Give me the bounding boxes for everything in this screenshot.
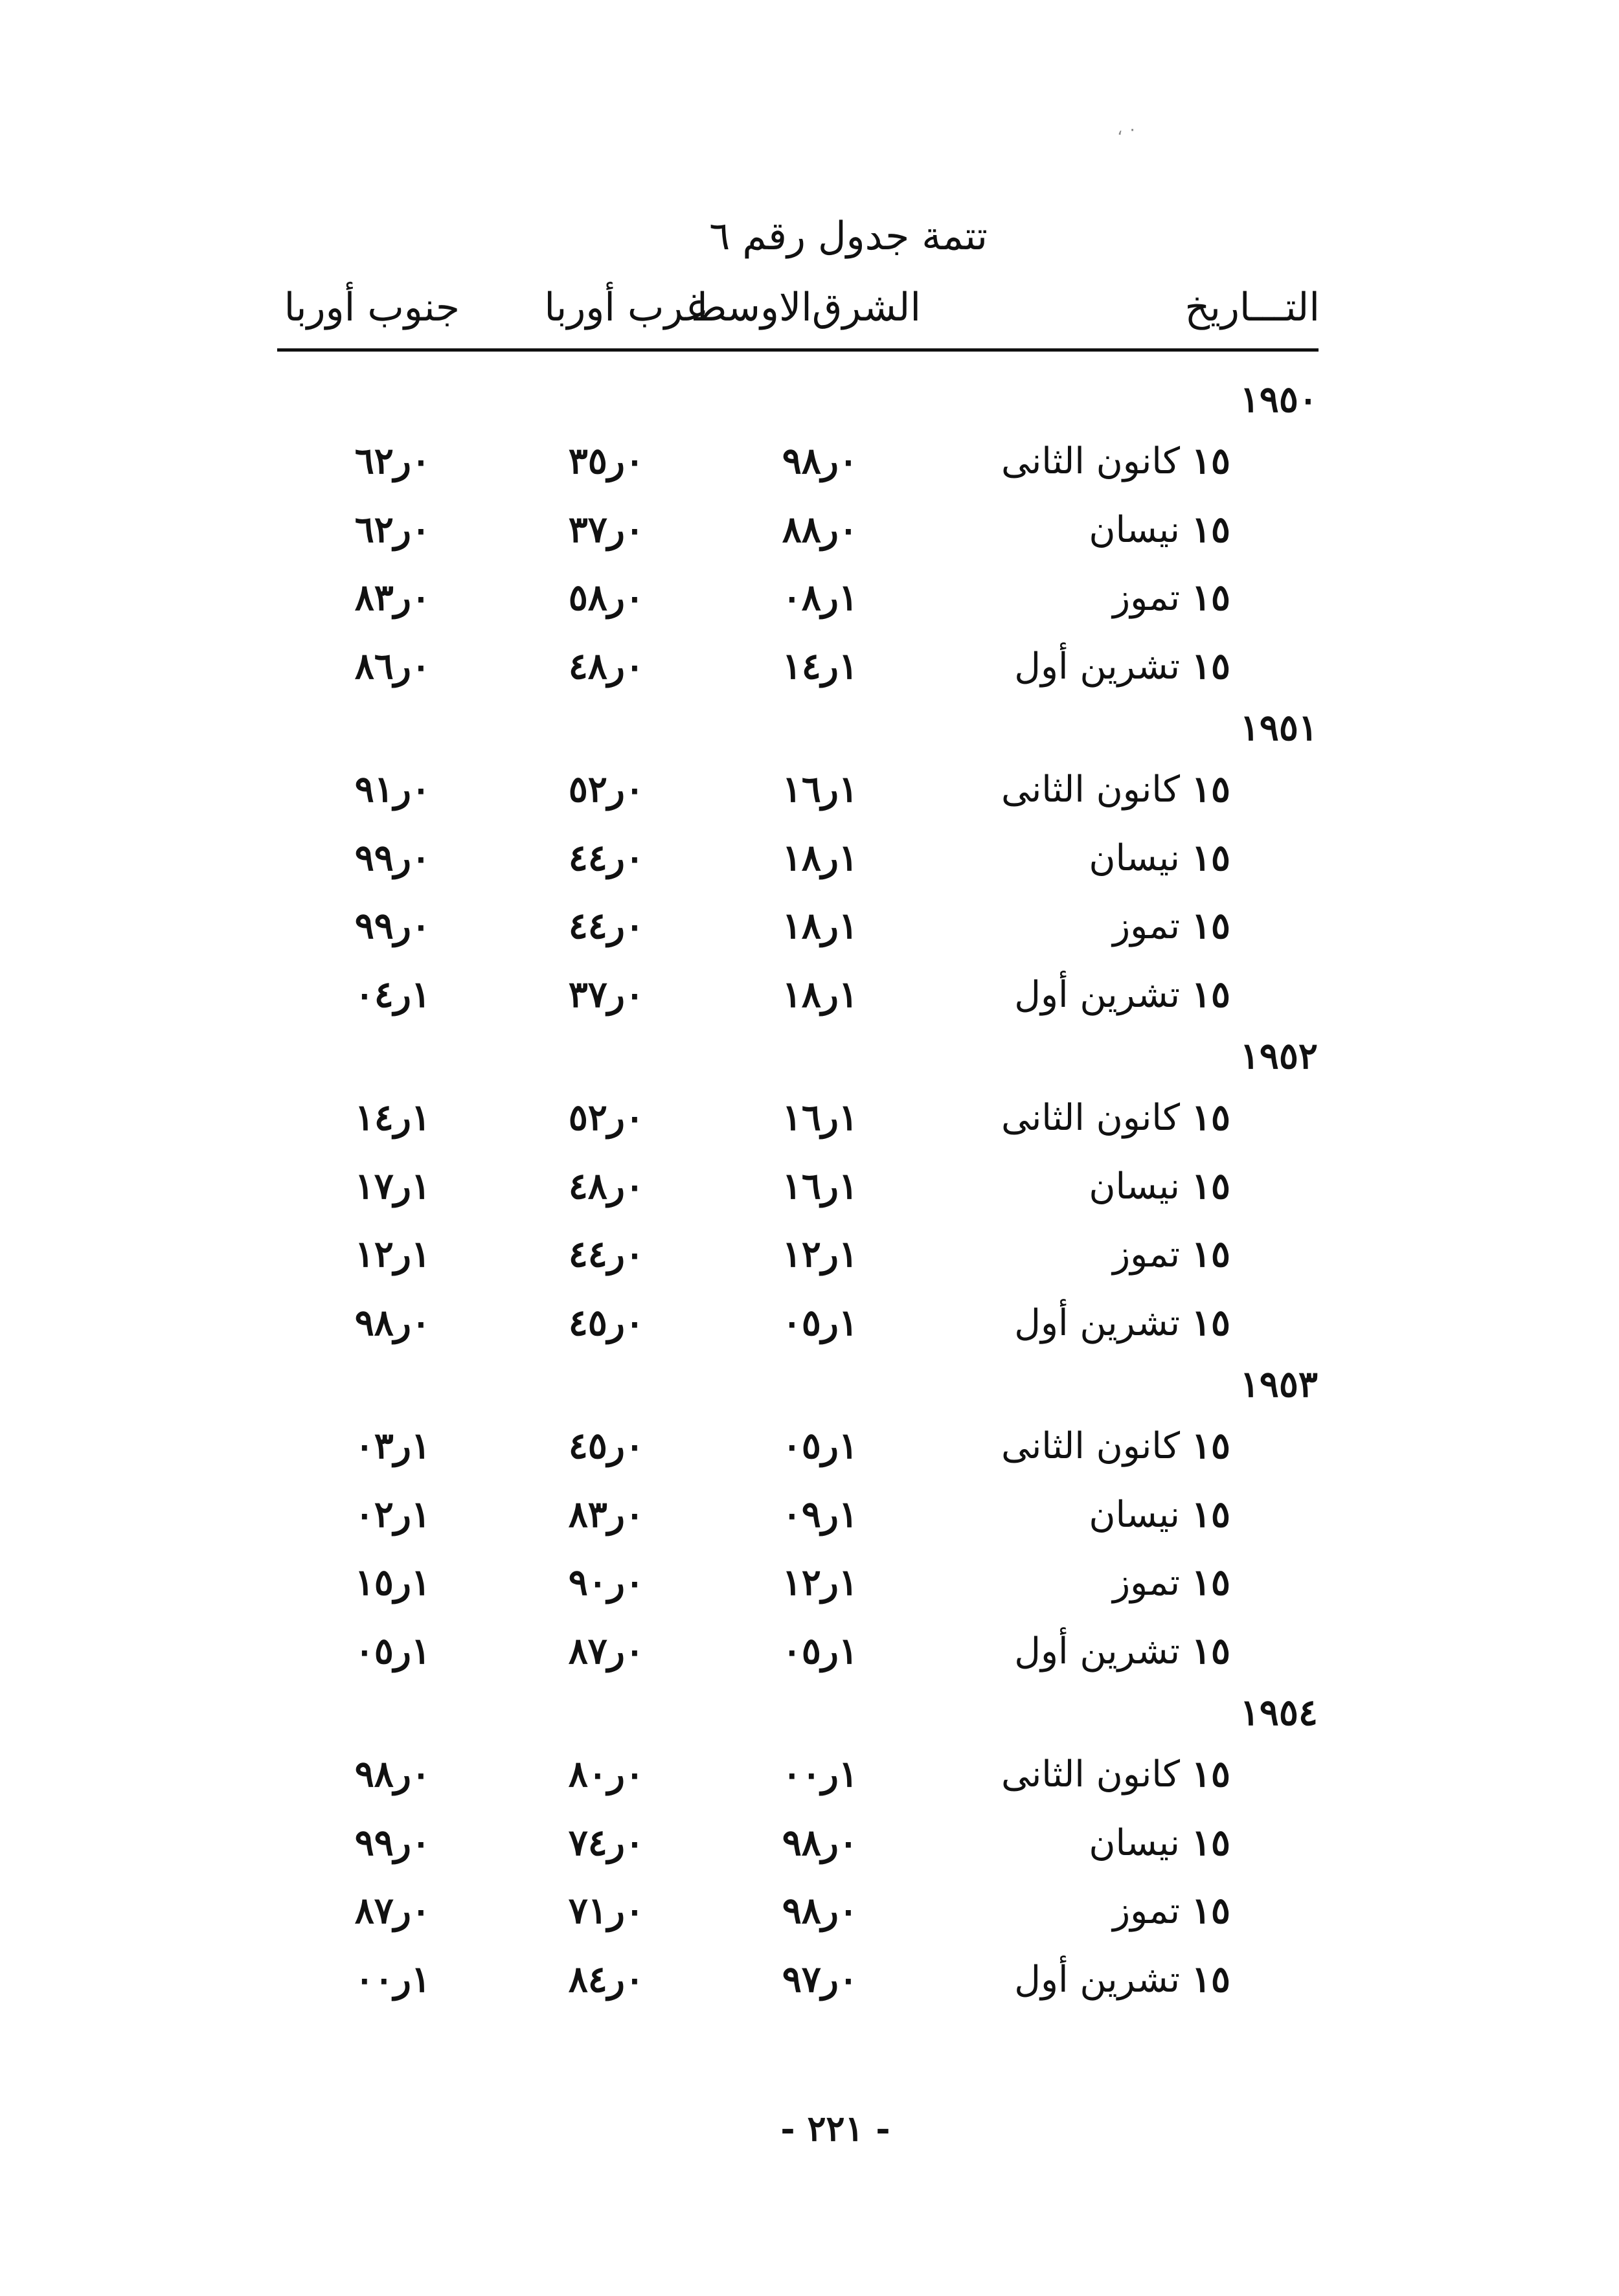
table-row	[0, 633, 1619, 701]
day-value: ١٥	[1191, 508, 1230, 551]
date-cell	[1089, 1481, 1230, 1549]
west-europe-value: ٠ر٤٥	[568, 1301, 644, 1344]
middle-east-value: ١ر١٨	[782, 905, 858, 947]
month-name: نيسان	[1089, 1165, 1181, 1208]
table-row	[0, 1221, 1619, 1289]
west-europe-value: ٠ر٧١	[568, 1889, 644, 1932]
year-label: ١٩٥٤	[1240, 1691, 1318, 1734]
south-europe-value: ٠ر٨٧	[354, 1889, 431, 1932]
west-europe-value: ٠ر٨٠	[568, 1753, 644, 1795]
month-name: تموز	[1113, 1233, 1181, 1276]
table-row	[0, 496, 1619, 565]
date-cell	[1014, 1946, 1230, 2014]
south-europe-value: ٠ر٦٢	[354, 440, 431, 482]
south-europe-value: ٠ر٨٦	[354, 644, 431, 688]
day-value: ١٥	[1191, 644, 1230, 688]
year-label: ١٩٥٠	[1240, 378, 1318, 421]
middle-east-value: ١ر٠٥	[782, 1424, 858, 1467]
middle-east-value: ١ر١٢	[782, 1561, 858, 1604]
header-middle-east: الشرق‌الاوسط	[690, 285, 921, 330]
south-europe-value: ٠ر٩١	[354, 768, 431, 811]
year-block	[0, 1357, 1619, 1685]
south-europe-value: ١ر١٢	[354, 1233, 431, 1276]
table-row	[0, 1617, 1619, 1686]
south-europe-value: ٠ر٩٩	[354, 905, 431, 947]
year-label: ١٩٥٣	[1240, 1363, 1318, 1406]
west-europe-value: ٠ر٤٤	[568, 836, 644, 879]
day-value: ١٥	[1191, 1424, 1230, 1467]
corner-mark: ، ٠	[1117, 120, 1137, 139]
month-name: كانون الثانى	[1001, 440, 1181, 482]
page-number: - ٢٢١ -	[780, 2108, 890, 2149]
day-value: ١٥	[1191, 1096, 1230, 1139]
day-value: ١٥	[1191, 1753, 1230, 1795]
date-cell	[1089, 1153, 1230, 1221]
day-value: ١٥	[1191, 1492, 1230, 1536]
date-cell	[1001, 427, 1230, 496]
south-europe-value: ٠ر٩٩	[354, 1821, 431, 1864]
year-label: ١٩٥٢	[1240, 1035, 1318, 1077]
south-europe-value: ١ر١٧	[354, 1164, 431, 1208]
date-cell	[1001, 756, 1230, 824]
middle-east-value: ٠ر٨٨	[782, 508, 858, 551]
table-row	[0, 1946, 1619, 2014]
west-europe-value: ٠ر٨٤	[568, 1957, 644, 2001]
day-value: ١٥	[1191, 1957, 1230, 2001]
date-cell	[1014, 633, 1230, 701]
west-europe-value: ٠ر٧٤	[568, 1821, 644, 1864]
day-value: ١٥	[1191, 1301, 1230, 1344]
year-block	[0, 1685, 1619, 2014]
middle-east-value: ٠ر٩٧	[782, 1957, 858, 2001]
month-name: كانون الثانى	[1001, 1425, 1181, 1467]
south-europe-value: ٠ر٩٨	[354, 1301, 431, 1344]
day-value: ١٥	[1191, 836, 1230, 879]
west-europe-value: ٠ر٣٥	[568, 440, 644, 482]
table-row	[0, 1549, 1619, 1617]
table-row	[0, 1289, 1619, 1358]
west-europe-value: ٠ر٨٧	[568, 1629, 644, 1672]
west-europe-value: ٠ر٤٤	[568, 905, 644, 947]
table-row	[0, 564, 1619, 633]
middle-east-value: ١ر٠٩	[782, 1492, 858, 1536]
west-europe-value: ٠ر٣٧	[568, 973, 644, 1016]
south-europe-value: ١ر٠٤	[354, 973, 431, 1016]
south-europe-value: ١ر٠٢	[354, 1492, 431, 1536]
date-cell	[1113, 1549, 1230, 1617]
middle-east-value: ١ر١٨	[782, 836, 858, 879]
day-value: ١٥	[1191, 1233, 1230, 1276]
day-value: ١٥	[1191, 1821, 1230, 1864]
middle-east-value: ١ر١٤	[782, 644, 858, 688]
south-europe-value: ٠ر٦٢	[354, 508, 431, 551]
day-value: ١٥	[1191, 768, 1230, 811]
table-row	[0, 427, 1619, 496]
year-block	[0, 701, 1619, 1029]
month-name: تموز	[1113, 1890, 1181, 1932]
day-value: ١٥	[1191, 973, 1230, 1016]
table-row	[0, 824, 1619, 893]
middle-east-value: ١ر١٦	[782, 1096, 858, 1139]
west-europe-value: ٠ر٤٨	[568, 1164, 644, 1208]
day-value: ١٥	[1191, 440, 1230, 482]
south-europe-value: ١ر٠٥	[354, 1629, 431, 1672]
month-name: تشرين أول	[1014, 645, 1181, 688]
west-europe-value: ٠ر٨٣	[568, 1492, 644, 1536]
day-value: ١٥	[1191, 1629, 1230, 1672]
west-europe-value: ٠ر٤٥	[568, 1424, 644, 1467]
middle-east-value: ٠ر٩٨	[782, 440, 858, 482]
date-cell	[1001, 1740, 1230, 1809]
month-name: تشرين أول	[1014, 973, 1181, 1016]
west-europe-value: ٠ر٥٢	[568, 1096, 644, 1139]
table-row	[0, 961, 1619, 1030]
month-name: تشرين أول	[1014, 1630, 1181, 1672]
table-title: تتمة جدول رقم ٦	[709, 214, 988, 259]
year-block	[0, 1029, 1619, 1357]
table-row	[0, 1877, 1619, 1946]
west-europe-value: ٠ر٣٧	[568, 508, 644, 551]
table-row	[0, 1809, 1619, 1878]
date-cell	[1113, 1221, 1230, 1289]
table-row	[0, 1084, 1619, 1153]
west-europe-value: ٠ر٤٤	[568, 1233, 644, 1276]
middle-east-value: ٠ر٩٨	[782, 1889, 858, 1932]
middle-east-value: ١ر٠٥	[782, 1629, 858, 1672]
date-cell	[1089, 496, 1230, 565]
middle-east-value: ١ر١٨	[782, 973, 858, 1016]
day-value: ١٥	[1191, 1561, 1230, 1604]
year-label: ١٩٥١	[1240, 706, 1318, 749]
middle-east-value: ١ر١٦	[782, 768, 858, 811]
month-name: تموز	[1113, 1562, 1181, 1604]
south-europe-value: ١ر٠٣	[354, 1424, 431, 1467]
date-cell	[1014, 1289, 1230, 1358]
west-europe-value: ٠ر٥٨	[568, 576, 644, 619]
middle-east-value: ٠ر٩٨	[782, 1821, 858, 1864]
month-name: تشرين أول	[1014, 1301, 1181, 1344]
month-name: تشرين أول	[1014, 1958, 1181, 2001]
table-header	[0, 285, 1619, 343]
south-europe-value: ٠ر٨٣	[354, 576, 431, 619]
header-rule	[277, 348, 1319, 352]
table-row	[0, 1412, 1619, 1481]
date-cell	[1113, 1877, 1230, 1946]
date-cell	[1001, 1412, 1230, 1481]
year-block	[0, 372, 1619, 701]
day-value: ١٥	[1191, 576, 1230, 619]
month-name: نيسان	[1089, 1493, 1181, 1536]
table-row	[0, 892, 1619, 961]
middle-east-value: ١ر٠٠	[782, 1753, 858, 1795]
middle-east-value: ١ر٠٨	[782, 576, 858, 619]
middle-east-value: ١ر٠٥	[782, 1301, 858, 1344]
table-row	[0, 1740, 1619, 1809]
west-europe-value: ٠ر٥٢	[568, 768, 644, 811]
middle-east-value: ١ر١٦	[782, 1164, 858, 1208]
month-name: نيسان	[1089, 837, 1181, 879]
date-cell	[1113, 564, 1230, 633]
month-name: تموز	[1113, 905, 1181, 947]
south-europe-value: ١ر١٤	[354, 1096, 431, 1139]
header-south-europe: جنوب أوربا	[284, 285, 460, 330]
month-name: تموز	[1113, 577, 1181, 619]
date-cell	[1089, 824, 1230, 893]
south-europe-value: ٠ر٩٨	[354, 1753, 431, 1795]
date-cell	[1089, 1809, 1230, 1878]
middle-east-value: ١ر١٢	[782, 1233, 858, 1276]
header-west-europe: غرب أوربا	[544, 285, 706, 330]
south-europe-value: ١ر٠٠	[354, 1957, 431, 2001]
date-cell	[1001, 1084, 1230, 1153]
month-name: كانون الثانى	[1001, 1097, 1181, 1139]
month-name: كانون الثانى	[1001, 1753, 1181, 1795]
month-name: نيسان	[1089, 508, 1181, 551]
data-table	[0, 372, 1619, 2014]
west-europe-value: ٠ر٤٨	[568, 644, 644, 688]
date-cell	[1014, 961, 1230, 1030]
day-value: ١٥	[1191, 1889, 1230, 1932]
day-value: ١٥	[1191, 1164, 1230, 1208]
header-date: التـــاريخ	[1184, 285, 1320, 330]
date-cell	[1014, 1617, 1230, 1686]
table-row	[0, 1481, 1619, 1549]
date-cell	[1113, 892, 1230, 961]
west-europe-value: ٠ر٩٠	[568, 1561, 644, 1604]
south-europe-value: ٠ر٩٩	[354, 836, 431, 879]
day-value: ١٥	[1191, 905, 1230, 947]
south-europe-value: ١ر١٥	[354, 1561, 431, 1604]
month-name: كانون الثانى	[1001, 769, 1181, 811]
table-row	[0, 756, 1619, 824]
month-name: نيسان	[1089, 1821, 1181, 1864]
table-row	[0, 1153, 1619, 1221]
